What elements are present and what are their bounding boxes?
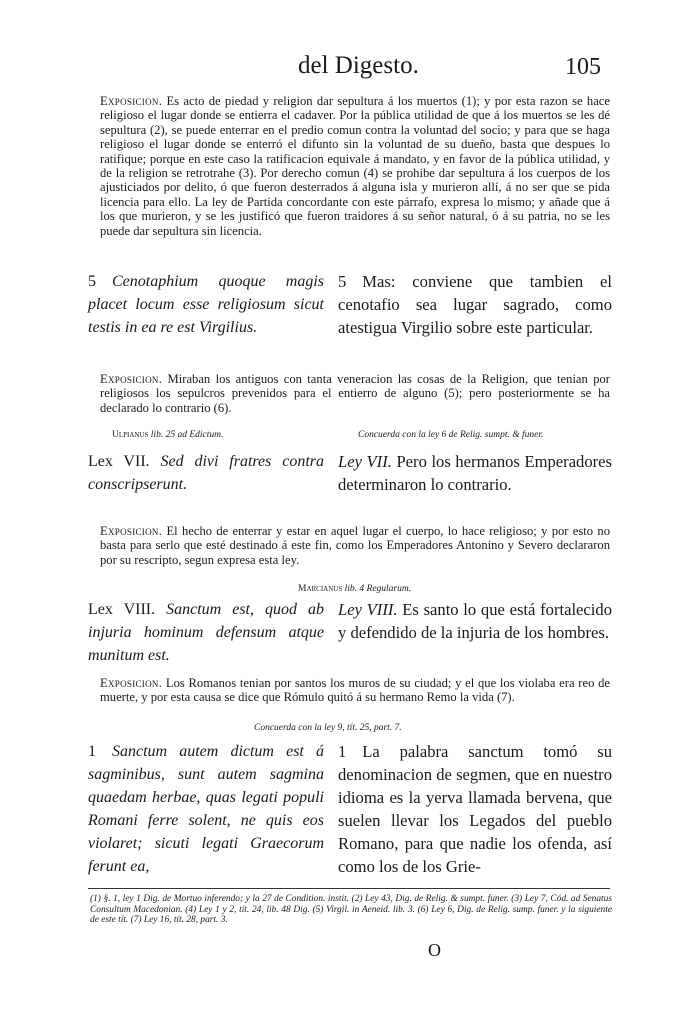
latin-column xyxy=(88,450,324,496)
section-number: 1 xyxy=(338,742,347,761)
section-5 xyxy=(88,270,612,366)
spanish-text: La palabra sanctum tomó su denominacion de segmen, que en nuestro idioma es la yerva llamada bervena, que suelen llevar los Legados del pueblo Romano, para que nadie los ofenda, así como los de los Grie- xyxy=(338,742,612,876)
exposicion-label: Exposicion. xyxy=(100,94,163,108)
footnotes: (1) §. 1, ley 1 Dig. de Mortuo inferendo; y la 27 de Condition. instit. (2) Ley 43, Dig. de Relig. & sumpt. funer. (3) Ley 7, Cód. ad Senatus Consultum Macedonian. (4) Ley 1 y 2, tít. 24, lib. 48 Dig. (5) Virgil. in Aeneid. lib. 3. (6) Ley 6, Dig. de Relig. sump. funer. y la siguiente de este tít. (7) Ley 16, tít. 28, part. 3. xyxy=(90,894,612,926)
section-number: 5 xyxy=(338,272,347,291)
signature-mark: O xyxy=(428,940,441,960)
section-number: 5 xyxy=(88,273,96,290)
latin-column xyxy=(88,598,324,667)
exposicion-text: Miraban los antiguos con tanta veneracion las cosas de la Religion, que tenian por religiosos los sepulcros prevenidos para el entierro de alguno (5); pero posteriormente se ha declarado lo contrario (6). xyxy=(100,372,610,415)
exposicion-label: Exposicion. xyxy=(100,372,163,386)
section-1 xyxy=(88,740,612,880)
spanish-column xyxy=(338,598,612,644)
spanish-column xyxy=(338,450,612,496)
spanish-text: Mas: conviene que tambien el cenotafio sea lugar sagrado, como atestigua Virgilio sobre este particular. xyxy=(338,272,612,337)
latin-column xyxy=(88,740,324,878)
spanish-text: Pero los hermanos Emperadores determinaron lo contrario. xyxy=(338,452,612,494)
source-reference xyxy=(112,430,223,440)
law-title: Lex VIII. xyxy=(88,601,156,618)
exposicion-label: Exposicion. xyxy=(100,524,163,538)
exposicion-paragraph-1 xyxy=(100,94,610,238)
latin-text: Sed divi fratres contra conscripserunt. xyxy=(88,453,325,493)
author-name: Marcianus xyxy=(298,584,343,594)
law-title: Lex VII. xyxy=(88,453,150,470)
exposicion-label: Exposicion. xyxy=(100,676,163,690)
page-header xyxy=(0,52,682,88)
spanish-text: Es santo lo que está fortalecido y defendido de la injuria de los hombres. xyxy=(338,600,612,642)
concordance-reference: Concuerda con la ley 6 de Relig. sumpt. & funer. xyxy=(358,430,544,440)
spanish-column xyxy=(338,270,612,339)
section-number: 1 xyxy=(88,743,96,760)
page-number: 105 xyxy=(565,54,601,80)
exposicion-text: Los Romanos tenian por santos los muros de su ciudad; y el que los violaba era reo de muerte, y por esta causa se dice que Rómulo quitó á su hermano Remo la vida (7). xyxy=(100,676,610,705)
latin-text: Cenotaphium quoque magis placet locum esse religiosum sicut testis in ea re est Virgilius. xyxy=(88,273,324,336)
latin-text: Sanctum est, quod ab injuria hominum defensum atque munitum est. xyxy=(88,601,324,664)
concordance-reference: Concuerda con la ley 9, tít. 25, part. 7. xyxy=(254,723,402,733)
exposicion-text: Es acto de piedad y religion dar sepultura á los muertos (1); y por esta razon se hace religioso el lugar donde se entierra el cadaver. Por la pública utilidad de que á los muertos se les dé sepultura (2), se puede enterrar en el predio comun contra la voluntad del socio; y para que se haga religioso el lugar donde se enterró el difunto sin la voluntad de su dueño, basta que despues lo ratifique; porque en este caso la ratificacion equivale á mandato, y en favor de la pública utilidad, y de la religion se retrotrahe (3). Por derecho comun (4) se prohibe dar sepultura á los cuerpos de los ajusticiados por delito, ó que fueron desterrados á alguna isla y murieron allí, á no ser que se pida licencia para ello. La ley de Partida concordante con este párrafo, expresa lo mismo; y añade que á los que murieron, y se les justificó que fueron traidores á su señor natural, ó á su patria, no se les puede dar sepultura sin licencia. xyxy=(100,94,610,238)
latin-column xyxy=(88,270,324,339)
running-title: del Digesto. xyxy=(298,52,419,79)
footnote-divider xyxy=(88,888,610,889)
source-text: lib. 25 ad Edictum. xyxy=(150,430,224,440)
exposicion-paragraph-4 xyxy=(100,676,610,705)
exposicion-paragraph-3 xyxy=(100,524,610,567)
lex-vii xyxy=(88,450,612,520)
spanish-column xyxy=(338,740,612,878)
exposicion-paragraph-2 xyxy=(100,372,610,415)
law-title: Ley VII. xyxy=(338,452,392,471)
author-name: Ulpianus xyxy=(112,430,149,440)
source-text: lib. 4 Regularum. xyxy=(344,584,412,594)
exposicion-text: El hecho de enterrar y estar en aquel lugar el cuerpo, lo hace religioso; y por esto no basta para serlo que esté destinado á este fin, como los Emperadores Antonino y Severo declararon por su rescripto, segun expresa esta ley. xyxy=(100,524,610,567)
lex-viii xyxy=(88,598,612,668)
latin-text: Sanctum autem dictum est á sagminibus, sunt autem sagmina quaedam herbae, quas legati populi Romani ferre solent, ne quis eos violaret; sicuti legati Graecorum ferunt ea, xyxy=(88,743,324,875)
source-reference xyxy=(298,584,411,594)
law-title: Ley VIII. xyxy=(338,600,398,619)
